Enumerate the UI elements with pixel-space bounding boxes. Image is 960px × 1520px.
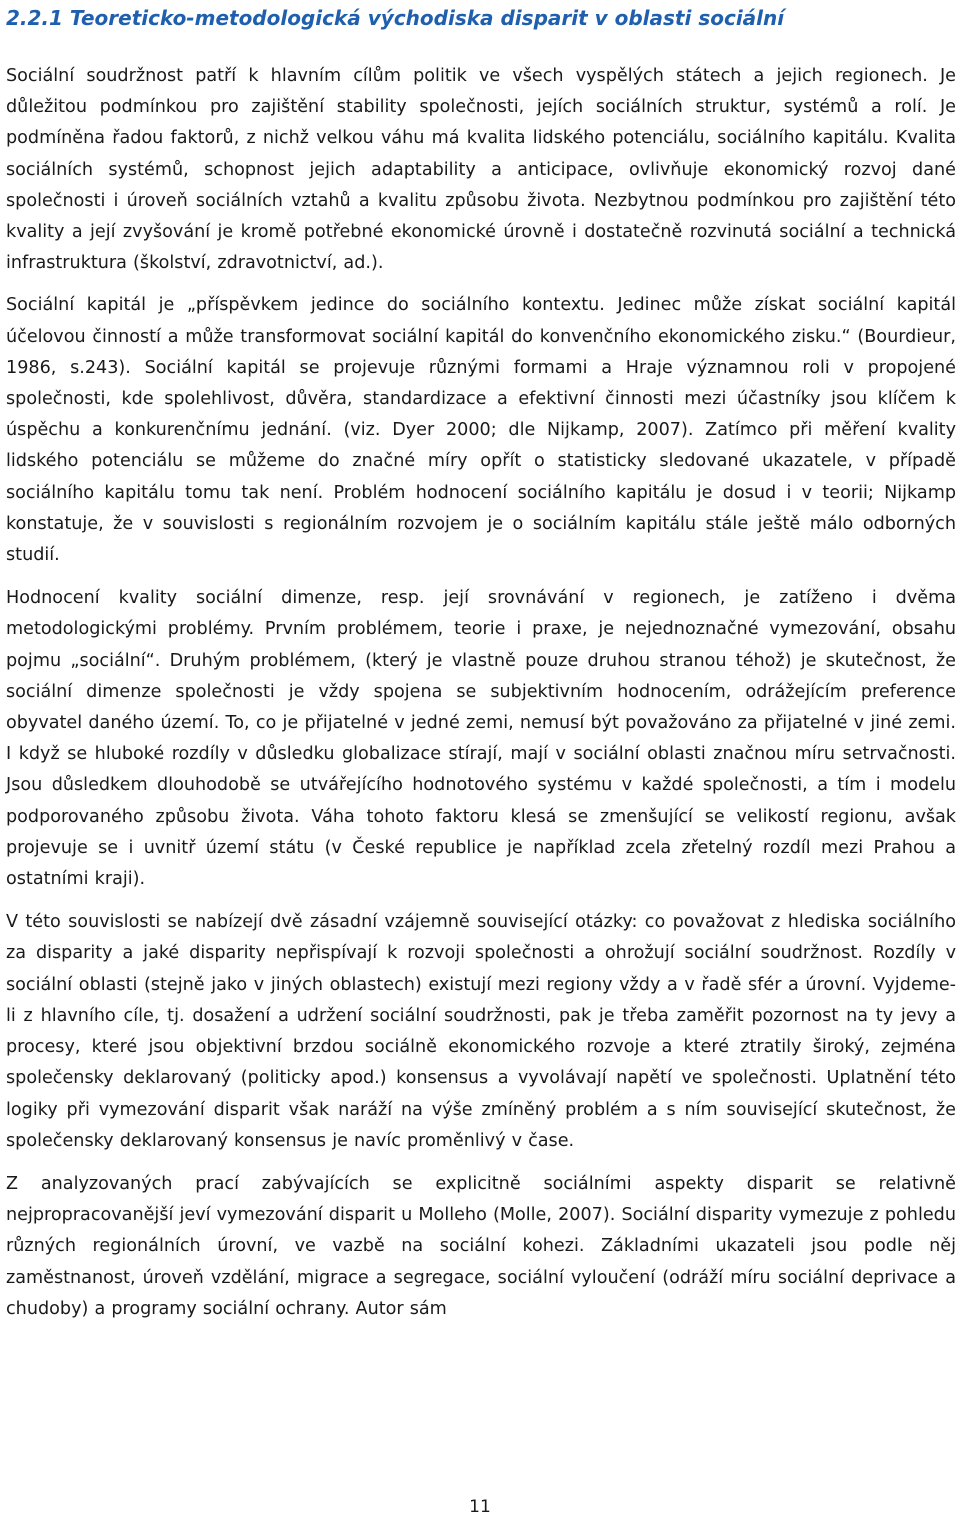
paragraph: Sociální soudržnost patří k hlavním cílům politik ve všech vyspělých státech a jejich regionech. Je důležitou podmínkou pro zajištění stability společnosti, jejích sociálních struktur, systémů a rolí. Je podmíněna řadou faktorů, z nichž velkou váhu má kvalita lidského potenciálu, sociálního kapitálu. Kvalita sociálních systémů, schopnost jejich adaptability a anticipace, ovlivňuje ekonomický rozvoj dané společnosti i úroveň sociálních vztahů a kvalitu způsobu života. Nezbytnou podmínkou pro zajištění této kvality a její zvyšování je kromě potřebné ekonomické úrovně i dostatečně rozvinutá sociální a technická infrastruktura (školství, zdravotnictví, ad.). xyxy=(6,66,956,274)
paragraph: Hodnocení kvality sociální dimenze, resp. její srovnávání v regionech, je zatíženo i dvěma metodologickými problémy. Prvním problémem, teorie i praxe, je nejednoznačné vymezování, obsahu pojmu „sociální“. Druhým problémem, (který je vlastně pouze druhou stranou téhož) je skutečnost, že sociální dimenze společnosti je vždy spojena se subjektivním hodnocením, odrážejícím preference obyvatel daného území. To, co je přijatelné v jedné zemi, nemusí být považováno za přijatelné v jiné zemi. I když se hluboké rozdíly v důsledku globalizace stírají, mají v sociální oblasti značnou míru setrvačnosti. Jsou důsledkem dlouhodobě se utvářejícího hodnotového systému v každé společnosti, a tím i modelu podporovaného způsobu života. Váha tohoto faktoru klesá se zmenšující se velikostí regionu, avšak projevuje se i uvnitř území státu (v České republice je například zcela zřetelný rozdíl mezi Prahou a ostatními kraji). xyxy=(6,588,956,890)
paragraph: Sociální kapitál je „příspěvkem jedince do sociálního kontextu. Jedinec může získat sociální kapitál účelovou činností a může transformovat sociální kapitál do konvenčního ekonomického zisku.“ (Bourdieur, 1986, s.243). Sociální kapitál se projevuje různými formami a Hraje významnou roli v propojené společnosti, kde spolehlivost, důvěra, standardizace a efektivní činnosti mezi účastníky jsou klíčem k úspěchu a konkurenčnímu jednání. (viz. Dyer 2000; dle Nijkamp, 2007). Zatímco při měření kvality lidského potenciálu se můžeme do značné míry opřít o statisticky sledované ukazatele, v případě sociálního kapitálu tomu tak není. Problém hodnocení sociálního kapitálu je dosud i v teorii; Nijkamp konstatuje, že v souvislosti s regionálním rozvojem je o sociálním kapitálu stále ještě málo odborných studií. xyxy=(6,295,956,566)
document-page xyxy=(6,0,956,1325)
page-number: 11 xyxy=(469,1497,491,1517)
section-heading: 2.2.1 Teoreticko-metodologická východiska disparit v oblasti sociální xyxy=(6,6,785,30)
paragraph: V této souvislosti se nabízejí dvě zásadní vzájemně související otázky: co považovat z hlediska sociálního za disparity a jaké disparity nepřispívají k rozvoji společnosti a ohrožují sociální soudržnost. Rozdíly v sociální oblasti (stejně jako v jiných oblastech) existují mezi regiony vždy a v řadě sfér a úrovní. Vyjdeme-li z hlavního cíle, tj. dosažení a udržení sociální soudržnosti, pak je třeba zaměřit pozornost na ty jevy a procesy, které jsou objektivní brzdou sociálně ekonomického rozvoje a které ztratily široký, zejména společensky deklarovaný (politicky apod.) konsensus a vyvolávají napětí ve společnosti. Uplatnění této logiky při vymezování disparit však naráží na výše zmíněný problém a s ním související skutečnost, že společensky deklarovaný konsensus je navíc proměnlivý v čase. xyxy=(6,912,956,1151)
paragraph: Z analyzovaných prací zabývajících se explicitně sociálními aspekty disparit se relativně nejpropracovanější jeví vymezování disparit u Molleho (Molle, 2007). Sociální disparity vymezuje z pohledu různých regionálních úrovní, ve vazbě na sociální kohezi. Základními ukazateli jsou podle něj zaměstnanost, úroveň vzdělání, migrace a segregace, sociální vyloučení (odráží míru sociální deprivace a chudoby) a programy sociální ochrany. Autor sám xyxy=(6,1173,956,1319)
